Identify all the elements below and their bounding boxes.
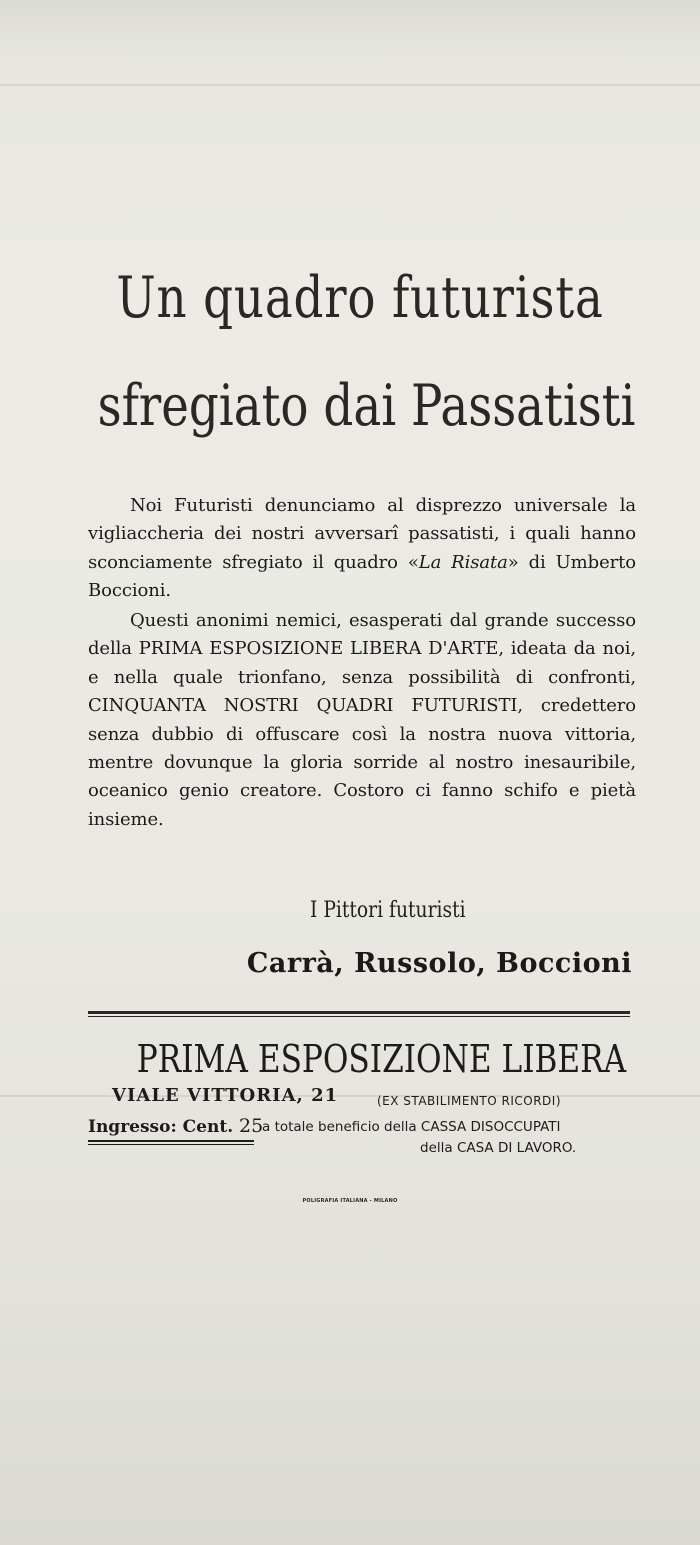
signature-label: I Pittori futuristi: [310, 898, 466, 923]
admission-amount: 25: [239, 1115, 264, 1137]
admission-underline-thin: [88, 1144, 254, 1145]
paper-fold-line: [0, 1095, 700, 1097]
exhibition-address: VIALE VITTORIA, 21: [112, 1085, 339, 1106]
manifesto-paragraph-2: Questi anonimi nemici, esasperati dal grande successo della PRIMA ESPOSIZIONE LIBERA D'ARTE, ideata da noi, e nella quale trionfano, senza possibilità di confronti, CINQUANTA NOSTRI QUADRI FUTURISTI, credettero senza dubbio di offuscare così la nostra nuova vittoria, mentre dovunque la gloria sorride al nostro inesauribile, oceanico genio creatore. Costoro ci fanno schifo e pietà insieme.: [88, 610, 636, 830]
admission-underline: [88, 1140, 254, 1142]
paragraph-1-text-end: » di Umberto Boccioni.: [88, 551, 637, 602]
divider-rule: [88, 1011, 630, 1014]
benefit-note-line-2: della CASA DI LAVORO.: [420, 1140, 577, 1156]
paragraph-1-text: Noi Futuristi denunciamo al disprezzo universale la vigliaccheria dei nostri avversarî passatisti, i quali hanno sconciamente sfregiato il quadro «: [88, 495, 636, 573]
exhibition-address-note: (EX STABILIMENTO RICORDI): [377, 1094, 562, 1108]
benefit-note-line-1: a totale beneficio della CASSA DISOCCUPATI: [262, 1119, 561, 1135]
headline-line-2: sfregiato dai Passatisti: [97, 373, 636, 439]
admission-label: Ingresso: Cent.: [88, 1117, 234, 1137]
printer-imprint: POLIGRAFIA ITALIANA - MILANO: [302, 1198, 398, 1204]
manifesto-paragraph-1: [88, 492, 636, 606]
paper-fold-line: [0, 84, 700, 86]
painting-title: La Risata: [418, 551, 508, 573]
admission-price: [88, 1115, 263, 1137]
headline-line-1: Un quadro futurista: [116, 265, 604, 331]
signature-names: Carrà, Russolo, Boccioni: [246, 948, 632, 979]
exhibition-title: PRIMA ESPOSIZIONE LIBERA: [136, 1037, 627, 1081]
divider-rule-thin: [88, 1016, 630, 1017]
